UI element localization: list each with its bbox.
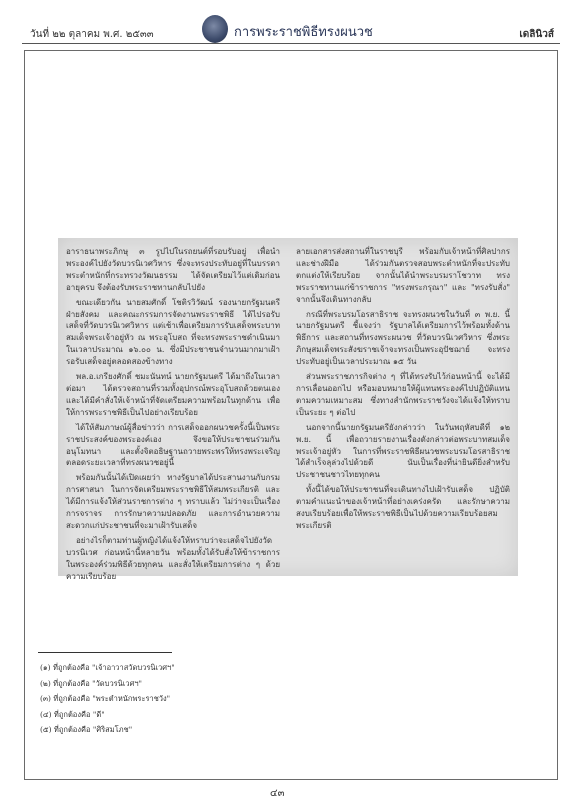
footnote-item: (๔) ที่ถูกต้องคือ "ดี": [40, 709, 105, 719]
paragraph: อาราธนาพระภิกษุ ๓ รูปไปในรถยนต์ที่รอบรับอยู่ เพื่อนำพระองค์ไปยังวัดบวรนิเวศวิหาร ซึ่งจะทรงประทับอยู่ที่ในบรรดาพระตำหนักที่กระทรวงวัฒนธรรม ได้จัดเตรียมไว้แต่เดิมก่อนอายุครบ จึงต้องรับพระราชทานกลับไปยัง: [66, 247, 280, 292]
paragraph: ลายเอกสารส่งสถานที่ในราชบุรี พร้อมกับเจ้าหน้าที่ศิลปากรและช่างฝีมือ ได้ร่วมกันตรวจสอบพระตำหนักที่จะประทับ ตกแต่งให้เรียบร้อย จากนั้นได้นำพระบรมราโชวาท ทรงพระราชทานแก่ข้าราชการ "ทรงพระกรุณา" และ "ทรงรับสั่ง" จากนั้นจึงเดินทางกลับ: [296, 247, 510, 304]
footnote-item: (๕) ที่ถูกต้องคือ "ศิริสมโภช": [40, 725, 133, 734]
header-title: การพระราชพิธีทรงผนวช: [234, 25, 373, 40]
paragraph: อย่างไรก็ตามท่านผู้หญิงได้แจ้งให้ทราบว่าจะเสด็จไปยังวัดบวรนิเวศ ก่อนหน้านี้หลายวัน พร้อมทั้งได้รับสั่งให้ข้าราชการในพระองค์ร่วมพิธีด้วยทุกคน และสั่งให้เตรียมการต่าง ๆ ด้วยความเรียบร้อย: [66, 535, 280, 581]
paragraph: พล.อ.เกรียงศักดิ์ ชมะนันทน์ นายกรัฐมนตรี ได้มาถึงในเวลาต่อมา ได้ตรวจสถานที่รวมทั้งอุปกรณ์พระอุโบสถด้วยตนเอง และได้มีคำสั่งให้เจ้าหน้าที่จัดเตรียมความพร้อมในทุกด้าน เพื่อให้การพระราชพิธีเป็นไปอย่างเรียบร้อย: [66, 372, 280, 417]
paragraph: ได้ให้สัมภาษณ์ผู้สื่อข่าวว่า การเสด็จออกผนวชครั้งนี้เป็นพระราชประสงค์ของพระองค์เอง จึงขอให้ประชาชนร่วมกันอนุโมทนา และตั้งจิตอธิษฐานถวายพระพรให้ทรงพระเจริญ ตลอดระยะเวลาที่ทรงผนวชอยู่นี้: [66, 422, 280, 468]
clipping-right-column: [296, 246, 510, 568]
header-source: เดลินิวส์: [519, 29, 554, 40]
header-date: วันที่ ๒๒ ตุลาคม พ.ศ. ๒๕๓๓: [30, 29, 154, 40]
paragraph: ขณะเดียวกัน นายสมศักดิ์ โชติรวิวัฒน์ รองนายกรัฐมนตรีฝ่ายสังคม และคณะกรรมการจัดงานพระราชพิธี ได้ไปรอรับเสด็จที่วัดบวรนิเวศวิหาร แต่เช้าเพื่อเตรียมการรับเสด็จพระบาทสมเด็จพระเจ้าอยู่หัว ณ พระอุโบสถ ที่จะทรงพระราชดำเนินมาในเวลาประมาณ ๑๖.๐๐ น. ซึ่งมีประชาชนจำนวนมากมาเฝ้ารอรับเสด็จอยู่ตลอดสองข้างทาง: [66, 297, 280, 367]
paragraph: กรณีที่พระบรมโอรสาธิราช จะทรงผนวชในวันที่ ๓ พ.ย. นี้ นายกรัฐมนตรี ชี้แจงว่า รัฐบาลได้เตรียมการไว้พร้อมทั้งด้านพิธีการ และสถานที่ทรงพระผนวช ที่วัดบวรนิเวศวิหาร ซึ่งพระภิกษุสมเด็จพระสังฆราชเจ้าจะทรงเป็นพระอุปัชฌาย์ จะทรงประทับอยู่เป็นเวลาประมาณ ๑๕ วัน: [296, 309, 510, 367]
paragraph: พร้อมกันนั้นได้เปิดเผยว่า ทางรัฐบาลได้ประสานงานกับกรมการศาสนา ในการจัดเตรียมพระราชพิธีให้สมพระเกียรติ และได้มีการแจ้งให้ส่วนราชการต่าง ๆ ทราบแล้ว ไม่ว่าจะเป็นเรื่องการจราจร การรักษาความปลอดภัย และการอำนวยความสะดวกแก่ประชาชนที่จะมาเฝ้ารับเสด็จ: [66, 473, 280, 530]
royal-emblem-icon: [202, 15, 228, 43]
footnote-item: (๑) ที่ถูกต้องคือ "เจ้าอาวาสวัดบวรนิเวศฯ": [40, 663, 175, 672]
page-number: ๔๓: [270, 788, 285, 799]
paragraph: ส่วนพระราชภารกิจต่าง ๆ ที่ได้ทรงรับไว้ก่อนหน้านี้ จะได้มีการเลื่อนออกไป หรือมอบหมายให้ผู้แทนพระองค์ไปปฏิบัติแทน ตามความเหมาะสม ซึ่งทางสำนักพระราชวังจะได้แจ้งให้ทราบเป็นระยะ ๆ ต่อไป: [296, 372, 510, 417]
newspaper-clipping: [58, 238, 518, 581]
footnote-divider: [38, 652, 172, 653]
page-header: [22, 17, 560, 47]
footnote-item: (๒) ที่ถูกต้องคือ "วัดบวรนิเวศฯ": [40, 678, 143, 688]
footnotes: [40, 660, 340, 738]
footnote-item: (๓) ที่ถูกต้องคือ "พระตำหนักพระราชวัง": [40, 694, 171, 703]
header-divider: [22, 43, 560, 44]
paragraph: ทั้งนี้ได้ขอให้ประชาชนที่จะเดินทางไปเฝ้ารับเสด็จ ปฏิบัติตามคำแนะนำของเจ้าหน้าที่อย่างเคร่งครัด และรักษาความสงบเรียบร้อยเพื่อให้พระราชพิธีเป็นไปด้วยความเรียบร้อยสมพระเกียรติ: [296, 485, 510, 530]
paragraph: นอกจากนี้นายกรัฐมนตรียังกล่าวว่า ในวันพฤหัสบดีที่ ๑๒ พ.ย. นี้ เพื่อถวายรายงานเรื่องดังกล่าวต่อพระบาทสมเด็จพระเจ้าอยู่หัว ในการที่พระราชพิธีผนวชพระบรมโอรสาธิราช ได้สำเร็จลุล่วงไปด้วยดี นับเป็นเรื่องที่น่ายินดียิ่งสำหรับประชาชนชาวไทยทุกคน: [296, 422, 510, 480]
clipping-left-column: [66, 246, 280, 581]
